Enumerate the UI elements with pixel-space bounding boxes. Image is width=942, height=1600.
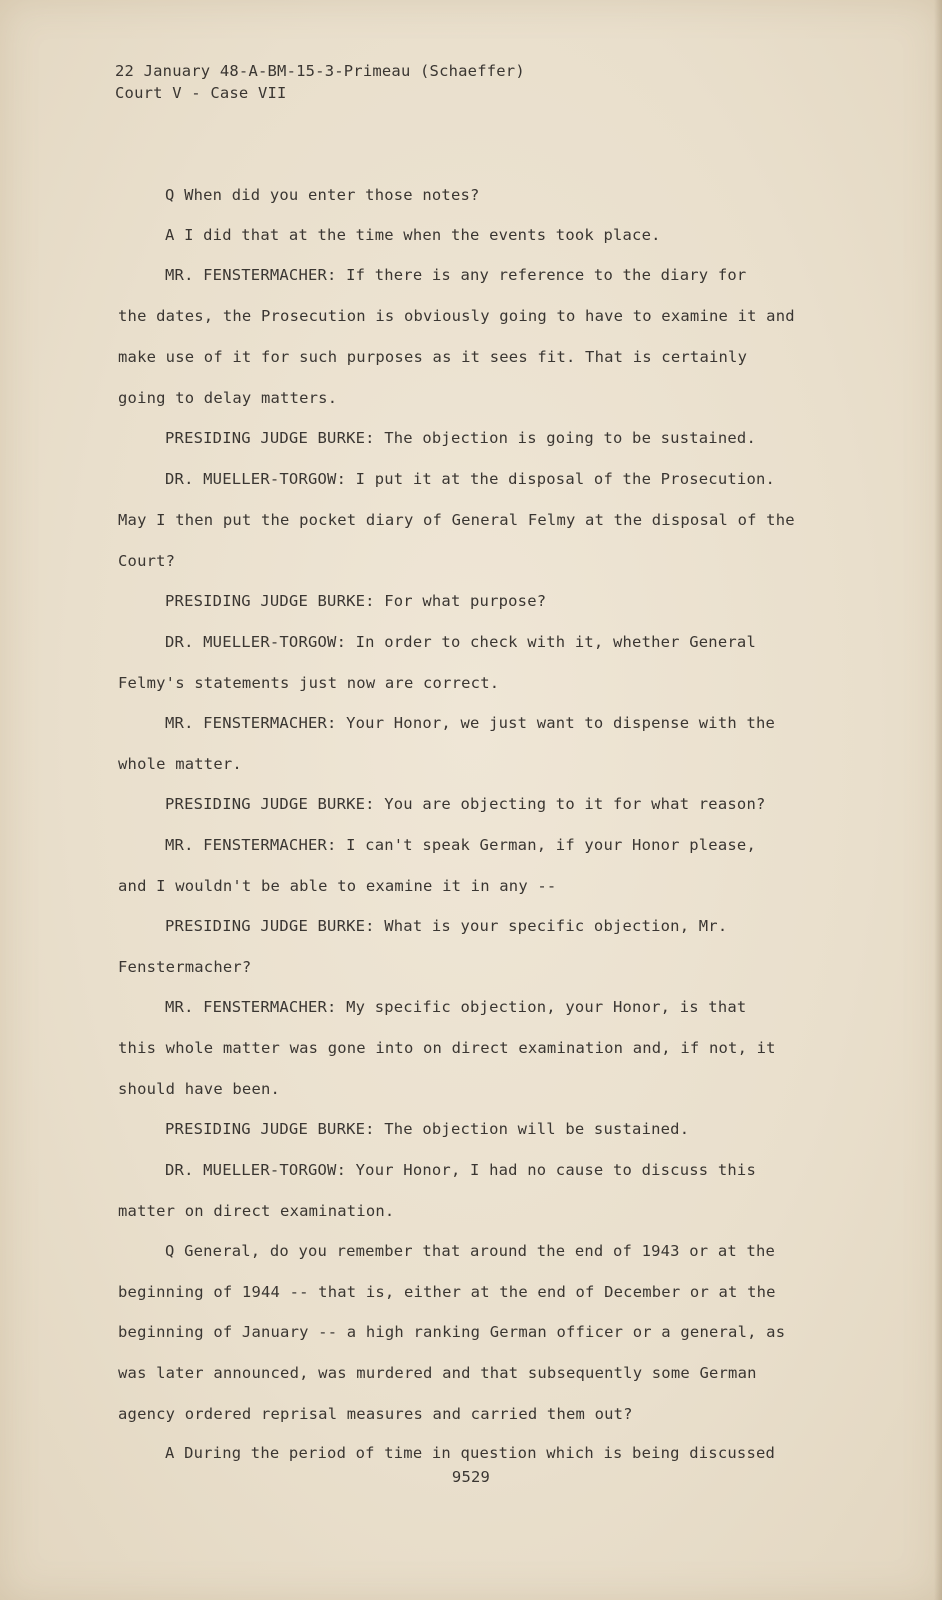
transcript-line: MR. FENSTERMACHER: My specific objection, your Honor, is that — [165, 998, 747, 1016]
transcript-line: DR. MUELLER-TORGOW: Your Honor, I had no cause to discuss this — [165, 1161, 756, 1179]
transcript-line: this whole matter was gone into on direct examination and, if not, it — [118, 1039, 776, 1057]
transcript-line: A During the period of time in question which is being discussed — [165, 1444, 776, 1462]
header-court-line: Court V - Case VII — [115, 84, 287, 102]
transcript-line: PRESIDING JUDGE BURKE: For what purpose? — [165, 592, 547, 610]
transcript-line: May I then put the pocket diary of General Felmy at the disposal of the — [118, 511, 795, 529]
transcript-line: MR. FENSTERMACHER: If there is any reference to the diary for — [165, 266, 747, 284]
transcript-line: PRESIDING JUDGE BURKE: The objection is going to be sustained. — [165, 429, 756, 447]
transcript-line: beginning of 1944 -- that is, either at the end of December or at the — [118, 1283, 776, 1301]
transcript-line: agency ordered reprisal measures and carried them out? — [118, 1405, 633, 1423]
transcript-line: PRESIDING JUDGE BURKE: You are objecting to it for what reason? — [165, 795, 766, 813]
transcript-line: should have been. — [118, 1080, 281, 1098]
transcript-line: Q General, do you remember that around the end of 1943 or at the — [165, 1242, 776, 1260]
transcript-line: A I did that at the time when the events took place. — [165, 226, 661, 244]
transcript-line: whole matter. — [118, 755, 242, 773]
transcript-line: DR. MUELLER-TORGOW: In order to check with it, whether General — [165, 633, 756, 651]
transcript-line: Fenstermacher? — [118, 958, 252, 976]
transcript-line: Felmy's statements just now are correct. — [118, 674, 500, 692]
transcript-line: PRESIDING JUDGE BURKE: The objection will be sustained. — [165, 1120, 690, 1138]
transcript-line: make use of it for such purposes as it sees fit. That is certainly — [118, 348, 748, 366]
transcript-line: the dates, the Prosecution is obviously going to have to examine it and — [118, 307, 795, 325]
transcript-line: matter on direct examination. — [118, 1202, 395, 1220]
transcript-line: was later announced, was murdered and that subsequently some German — [118, 1364, 757, 1382]
header-case-line: 22 January 48-A-BM-15-3-Primeau (Schaeffer) — [115, 62, 525, 80]
transcript-line: Court? — [118, 552, 176, 570]
transcript-line: MR. FENSTERMACHER: Your Honor, we just want to dispense with the — [165, 714, 776, 732]
transcript-line: PRESIDING JUDGE BURKE: What is your specific objection, Mr. — [165, 917, 728, 935]
transcript-line: DR. MUELLER-TORGOW: I put it at the disposal of the Prosecution. — [165, 470, 776, 488]
transcript-line: MR. FENSTERMACHER: I can't speak German, if your Honor please, — [165, 836, 756, 854]
transcript-line: going to delay matters. — [118, 389, 338, 407]
transcript-line: beginning of January -- a high ranking German officer or a general, as — [118, 1323, 786, 1341]
paper-edge — [934, 0, 942, 1600]
transcript-line: Q When did you enter those notes? — [165, 186, 480, 204]
page-number: 9529 — [451, 1468, 491, 1486]
transcript-line: and I wouldn't be able to examine it in any -- — [118, 877, 557, 895]
